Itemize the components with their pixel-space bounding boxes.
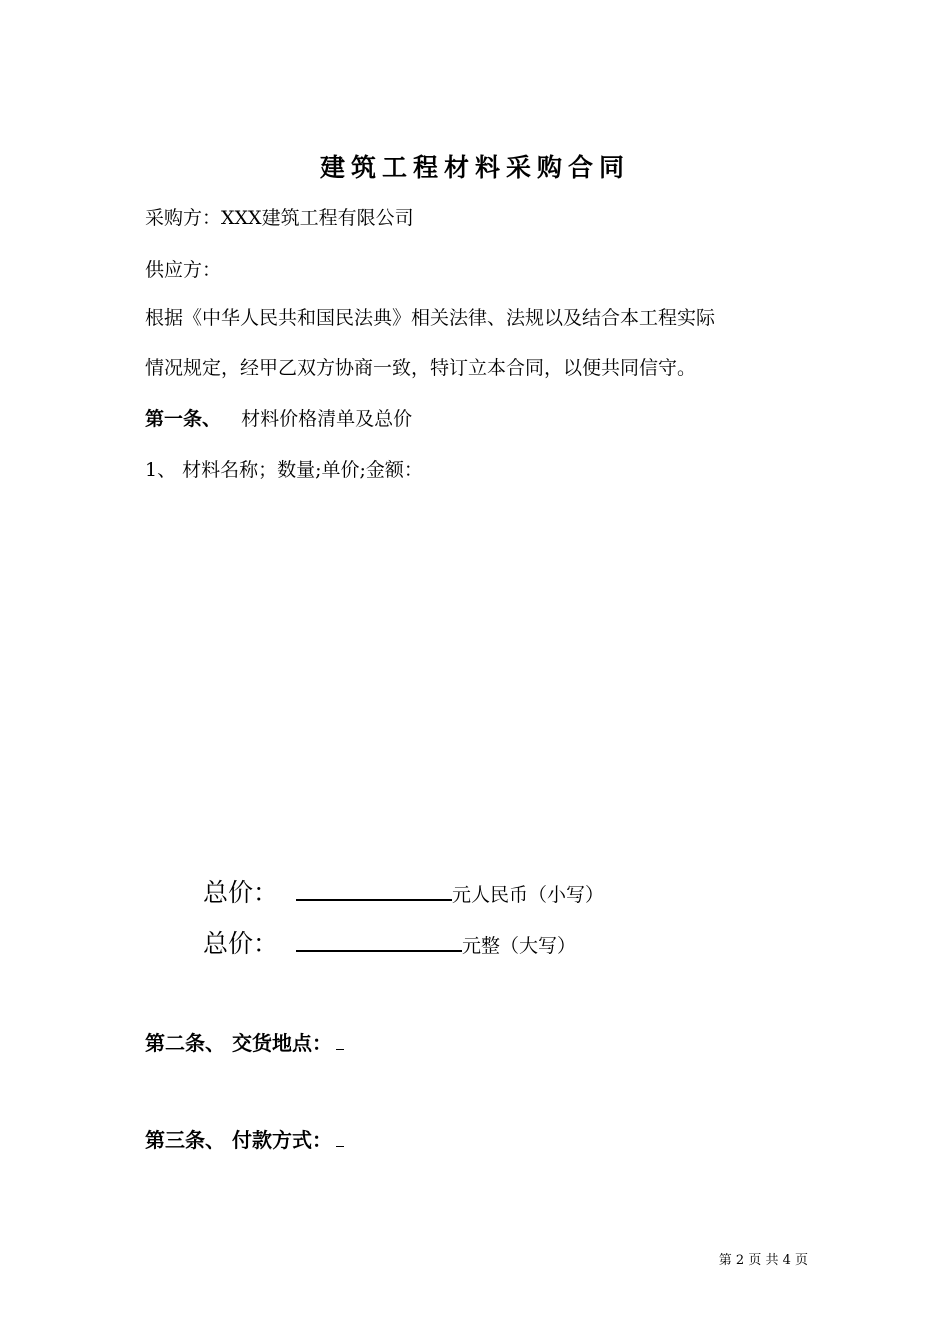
total-big-row <box>203 924 576 960</box>
supplier-line: 供应方： <box>145 259 222 281</box>
article-1 <box>145 404 412 431</box>
article-2-blank <box>336 1035 344 1050</box>
preamble-line-1: 根据《中华人民共和国民法典》相关法律、法规以及结合本工程实际 <box>145 307 716 329</box>
document-title: 建筑工程材料采购合同 <box>319 153 630 182</box>
total-small-label: 总价： <box>203 878 279 907</box>
total-small-row <box>203 873 604 909</box>
article-2-text: 第二条、 交货地点： <box>145 1031 332 1055</box>
article-3-text: 第三条、 付款方式： <box>145 1128 332 1152</box>
preamble-line-2: 情况规定，经甲乙双方协商一致，特订立本合同，以便共同信守。 <box>145 357 697 379</box>
item-1-line: 1、 材料名称；数量;单价;金额： <box>145 459 423 481</box>
article-1-heading: 第一条、 <box>145 408 222 430</box>
page-footer: 第 2 页 共 4 页 <box>718 1253 808 1268</box>
total-small-suffix: 元人民币（小写） <box>452 884 605 906</box>
article-3-blank <box>336 1132 344 1147</box>
total-big-label: 总价： <box>203 929 279 958</box>
purchaser-line: 采购方：XXX建筑工程有限公司 <box>145 207 414 229</box>
article-2 <box>145 1027 344 1056</box>
total-big-suffix: 元整（大写） <box>462 935 577 957</box>
article-1-title: 材料价格清单及总价 <box>241 408 413 430</box>
article-3 <box>145 1124 344 1153</box>
total-big-blank <box>296 928 462 952</box>
total-small-blank <box>296 877 452 901</box>
